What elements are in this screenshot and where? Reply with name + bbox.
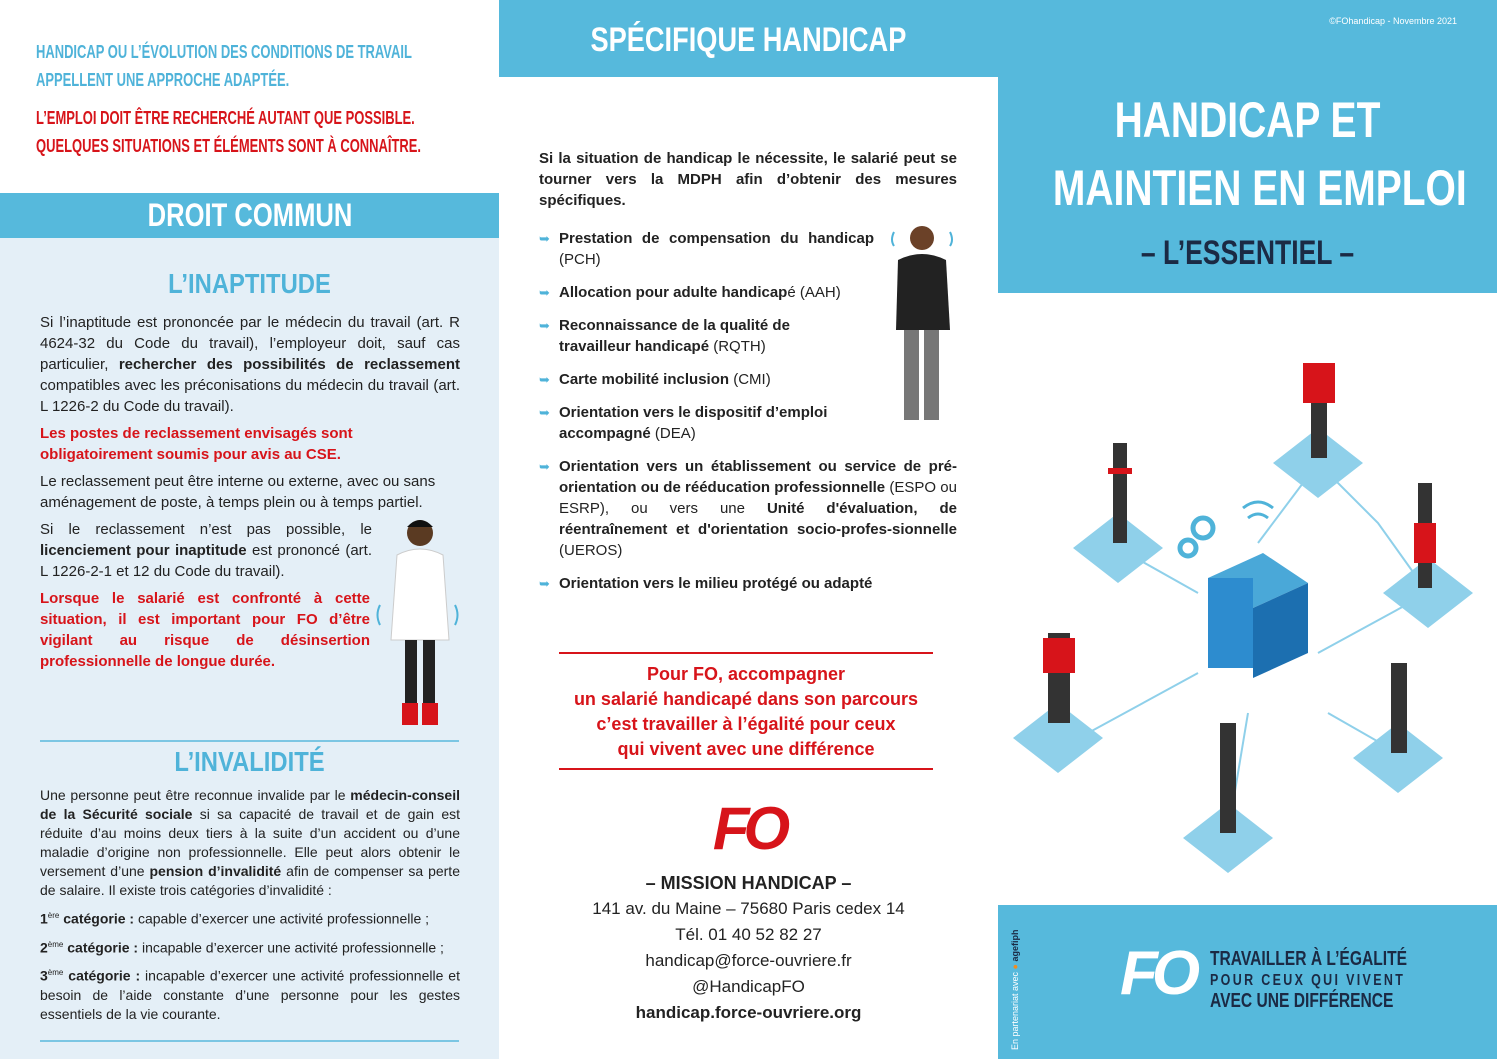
list-item: ➥ Prestation de compensation du handicap (PCH) [539,228,874,270]
intro-red-line: L’EMPLOI DOIT ÊTRE RECHERCHÉ AUTANT QUE POSSIBLE. [36,108,415,128]
twitter-handle[interactable]: @HandicapFO [692,977,805,996]
doctor-illustration [375,515,465,730]
divider [40,1040,459,1042]
inaptitude-title: L’INAPTITUDE [168,268,331,299]
partner-note: En partenariat avec ● agefiph [1010,929,1020,1050]
intro-red-line: QUELQUES SITUATIONS ET ÉLÉMENTS SONT À CONNAÎTRE. [36,136,421,156]
category-3: 3ème catégorie : incapable d’exercer une activité professionnelle et besoin de l’aide constante d’une personne pour les gestes essentiels de la vie courante. [40,967,460,1022]
list-item: ➥ Orientation vers le milieu protégé ou adapté [539,573,957,594]
list-item: ➥ Orientation vers un établissement ou service de pré-orientation ou de rééducation professionnelle (ESPO ou ESRP), ou vers une Unité d'évaluation, de réentraînement et d'orientation socio-profes-sionnelle (UEROS) [539,456,957,561]
list-item: ➥ Allocation pour adulte handicapé (AAH) [539,282,874,303]
cover-subtitle: – L’ESSENTIEL – [1140,234,1355,272]
inaptitude-text: Si l’inaptitude est prononcée par le médecin du travail (art. R 4624-32 du Code du travail), l’employeur doit, sauf cas particulier, rechercher des possibilités de reclassement compatibles avec les préconisations du médecin du travail (art. L 1226-2 du Code du travail). Les postes de reclassement envisagés sont obligatoirement soumis pour avis au CSE. Le reclassement peut être interne ou externe, avec ou sans aménagement de poste, à temps plein ou à temps partiel. Si le reclassement n’est pas possible, le licenciement pour inaptitude est prononcé (art. L 1226-2-1 et 12 du Code du travail). Lorsque le salarié est confronté à cette situation, il est important pour FO d’être vigilant au risque de désinsertion professionnelle de longue durée. [40,314,460,670]
list-item: ➥ Reconnaissance de la qualité de travailleur handicapé (RQTH) [539,315,839,357]
divider [40,740,459,742]
cover-footer [998,905,1497,1059]
specifique-band [499,0,998,77]
slogan: TRAVAILLER À L’ÉGALITÉ POUR CEUX QUI VIVENT AVEC UNE DIFFÉRENCE [1210,948,1408,1012]
invalidite-title: L’INVALIDITÉ [174,746,325,777]
cover-header [998,0,1497,293]
category-1: 1ère catégorie : capable d’exercer une activité professionnelle ; [40,910,430,927]
agefiph-logo: agefiph [1010,929,1020,962]
intro-blue-line: APPELLENT UNE APPROCHE ADAPTÉE. [36,70,290,90]
middle-panel [499,0,998,1059]
category-2: 2ème catégorie : incapable d’exercer une activité professionnelle ; [40,939,444,956]
list-item: ➥ Carte mobilité inclusion (CMI) [539,369,874,390]
mdph-intro: Si la situation de handicap le nécessite, le salarié peut se tourner vers la MDPH afin d’obtenir des mesures spécifiques. [539,150,957,209]
man-illustration [884,220,964,435]
band-title: DROIT COMMUN [147,197,352,233]
right-panel [998,0,1497,1059]
website-link[interactable]: handicap.force-ouvriere.org [635,1003,862,1022]
fo-logo: FO [712,795,785,862]
email-link[interactable]: handicap@force-ouvriere.fr [645,951,852,970]
invalidite-text: Une personne peut être reconnue invalide par le médecin-conseil de la Sécurité sociale si sa capacité de travail et de gain est réduite d’au moins deux tiers à la suite d’un accident ou d’une maladie d’origine non professionnelle. Elle peut alors obtenir le versement d’une pension d’invalidité afin de compenser sa perte de salaire. Il existe trois catégories d’invalidité : 1ère catégorie : capable d’exercer une activité professionnelle ; 2ème catégorie : incapable d’exercer une activité professionnelle ; 3ème catégorie : incapable d’exercer une activité professionnelle et besoin de l’aide constante d’une personne pour les gestes essentiels de la vie courante. [40,787,461,1022]
cover-title: HANDICAP ET MAINTIEN EN EMPLOI [1052,92,1467,216]
list-item: ➥ Orientation vers le dispositif d’emploi accompagné (DEA) [539,402,874,444]
fo-quote: Pour FO, accompagner un salarié handicapé dans son parcours c’est travailler à l’égalité pour ceux qui vivent avec une différence [559,652,933,770]
contact-title: – MISSION HANDICAP – [645,873,852,893]
droit-commun-band [0,193,499,238]
phone: Tél. 01 40 52 82 27 [675,925,822,944]
contact-block [499,870,998,1026]
network-illustration [998,293,1497,905]
intro-block [0,0,499,193]
address: 141 av. du Maine – 75680 Paris cedex 14 [592,899,905,918]
intro-blue-line: HANDICAP OU L’ÉVOLUTION DES CONDITIONS DE TRAVAIL [36,42,412,62]
left-panel [0,0,499,1059]
copyright: ©FOhandicap - Novembre 2021 [1329,16,1457,26]
band-title: SPÉCIFIQUE HANDICAP [590,21,907,59]
fo-footer-logo: FO [1120,939,1195,1008]
